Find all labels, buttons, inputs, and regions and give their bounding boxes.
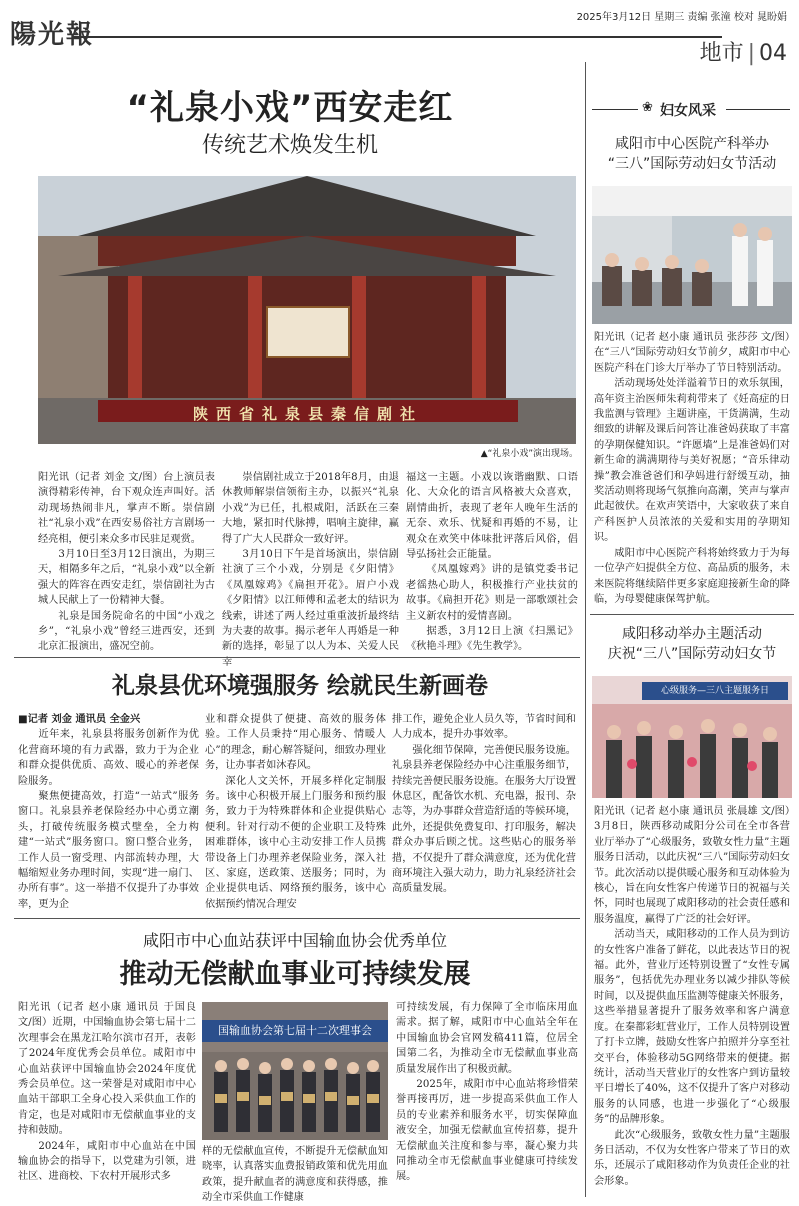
award-recipients-illustration bbox=[202, 1052, 388, 1140]
sidebar-b-title bbox=[592, 624, 792, 664]
sidebar-b-title-line2: 庆祝“三八”国际劳动妇女节 bbox=[607, 646, 777, 662]
main-photo-banner: 陕西省礼泉县秦信剧社 bbox=[192, 405, 423, 423]
masthead-info: 2025年3月12日 星期三 责编 张潼 校对 晁盼娟 bbox=[576, 12, 787, 23]
story2-top-rule bbox=[14, 657, 580, 658]
story2-col1-p3: 聚焦便捷高效，打造“一站式”服务窗口。礼泉县养老保险经办中心勇立潮头，打破传统服务模式壁垒，全力构建“一站式”服务窗口。窗口整合业务，工作人员一窗受理、内部流转办理，大幅缩短业务办理时间，实现“进一扇门、办所有事”。这一举措不仅提升了办事效率，更为企 bbox=[18, 791, 199, 910]
header-rule-left bbox=[592, 109, 638, 110]
story3-title: 推动无偿献血事业可持续发展 bbox=[119, 959, 471, 990]
main-col1-p3: 礼泉是国务院命名的中国“小戏之乡”，“礼泉小戏”曾经三进西安，还到北京汇报演出，盛况空前。 bbox=[38, 610, 215, 653]
header-rule-right bbox=[726, 109, 790, 110]
sidebar-b-p3: 此次“心级服务，致敬女性力量”主题服务日活动，不仅为女性客户带来了节日的欢乐，还展示了咸阳移动作为负责任企业的社会形象。 bbox=[594, 1129, 790, 1187]
main-story-photo bbox=[38, 176, 576, 444]
main-story-col3 bbox=[406, 470, 578, 655]
story2-col3-p2: 强化细节保障，完善便民服务设施。礼泉县养老保险经办中心注重服务细节，持续完善便民服务设施。在服务大厅设置休息区，配备饮水机、充电器，报刊、杂志等，为办事群众营造舒适的等候环境，此外，还提供免费复印、打印服务，解决群众办事后顾之忧。这些贴心的服务举措，不仅提升了群众满意度，还为优化营商环境注入强大动力，助力礼泉经济社会高质量发展。 bbox=[392, 744, 576, 895]
flower-icon: ❀ bbox=[642, 100, 653, 115]
main-story-title: “礼泉小戏”西安走红 bbox=[126, 88, 454, 128]
sidebar-a-title-line1: 咸阳市中心医院产科举办 bbox=[615, 136, 769, 152]
sidebar-a-p3: 咸阳市中心医院产科将始终致力于为每一位孕产妇提供全方位、高品质的服务，未来医院将继续陪伴更多家庭迎接新生命的降临，为母婴健康保驾护航。 bbox=[594, 547, 790, 605]
sidebar-b-photo bbox=[592, 676, 792, 798]
sidebar-b-photo-banner: 心级服务—三八主题服务日 bbox=[642, 682, 788, 700]
story3-photo bbox=[202, 1002, 388, 1140]
masthead-logo: 陽光報 bbox=[10, 20, 95, 50]
stage-sign bbox=[266, 306, 350, 358]
main-col3-p1: 福这一主题。小戏以诙谐幽默、口语化、大众化的语言风格被大众喜欢，剧情曲折，表现了老年人晚年生活的无奈、欢乐、忧疑和再婚的不易，让观众在欢笑中体味批评落后风俗，倡导弘扬社会正能量。 bbox=[406, 472, 578, 561]
story3-col1-p2: 2024年，咸阳市中心血站在中国输血协会的指导下，以党建为引领，进社区、进商校、下农村开展形式多 bbox=[18, 1140, 196, 1183]
sidebar-mid-rule bbox=[590, 614, 794, 615]
masthead-rule bbox=[72, 36, 722, 38]
sidebar-column-header bbox=[592, 100, 792, 120]
sidebar-a-title bbox=[592, 134, 792, 174]
sidebar-b-body bbox=[594, 804, 790, 1189]
main-col1-p1: 阳光讯（记者 刘金 文/图）台上演员表演得精彩传神，台下观众连声叫好。活动现场热闹非凡，掌声不断。崇信剧社“礼泉小戏”在西安易俗社方言剧场一经亮相，便引来众多市民驻足观赏。 bbox=[38, 472, 215, 545]
sidebar-a-title-line2: “三八”国际劳动妇女节活动 bbox=[607, 156, 777, 172]
main-col1-p2: 3月10日至3月12日演出，为期三天，相隔多年之后，“礼泉小戏”以全新强大的阵容在西安走红，崇信剧社为古城人民献上了一份精神大餐。 bbox=[38, 549, 215, 607]
story2-col1-p2: 近年来，礼泉县将服务创新作为优化营商环境的有力武器，致力于为企业和群众提供优质、高效、暖心的养老保险服务。 bbox=[18, 729, 199, 787]
story2-col1 bbox=[18, 712, 199, 912]
main-story-col1 bbox=[38, 470, 215, 655]
story3-top-rule bbox=[14, 918, 580, 919]
story3-col2 bbox=[202, 1144, 388, 1206]
main-col3-p2: 《凤凰嫁鸡》讲的是镇党委书记老徭热心助人，积极推行产业扶贫的故事。《扁担开花》则是一部歌颂社会主义新农村的爱情喜剧。 bbox=[406, 564, 578, 622]
story3-photo-banner: 国输血协会第七届十二次理事会 bbox=[202, 1020, 388, 1042]
story3-col1-p1: 阳光讯（记者 赵小康 通讯员 于国良 文/图）近期，中国输血协会第七届十二次理事会在黑龙江哈尔滨市召开，表彰了2024年度优秀会员单位。咸阳市中心血站获评中国输血协会2024年度优秀会员单位。这一荣誉是对咸阳市中心血站干部职工全身心投入采供血工作的肯定，也是对咸阳市无偿献血事业的支持和鼓励。 bbox=[18, 1002, 196, 1137]
main-col3-p3: 据悉，3月12日上演《扫黑记》《秋艳斗理》《先生教学》。 bbox=[406, 626, 578, 653]
page-number: 04 bbox=[759, 41, 787, 66]
main-col2-p1: 崇信剧社成立于2018年8月，由退休教师解崇信领衔主办，以振兴“礼泉小戏”为已任，扎根咸阳，活跃在三秦大地，紧扣时代脉搏，唱响主旋律，赢得了广大人民群众一致好评。 bbox=[222, 472, 399, 545]
story2-col3-p1: 排工作，避免企业人员久等，节省时间和人力成本，提升办事效率。 bbox=[392, 714, 576, 741]
mobile-store-illustration bbox=[592, 704, 792, 798]
story2-col2 bbox=[205, 712, 386, 912]
story3-kicker: 咸阳市中心血站获评中国输血协会优秀单位 bbox=[142, 931, 447, 950]
sidebar-b-p1: 阳光讯（记者 赵小康 通讯员 张晨雄 文/图）3月8日，陕西移动咸阳分公司在全市各营业厅举办了“心级服务，致敬女性力量”主题服务日活动，以此庆祝“三八”国际劳动妇女节。此次活动以提供暖心服务和互动体验为核心，旨在向女性客户传递节日的祝福与关怀，同时也展现了咸阳移动的社会责任感和服务温度，赢得了广泛的社会好评。 bbox=[594, 806, 790, 925]
sidebar-a-p2: 活动现场处处洋溢着节日的欢乐氛围，高年资主治医师朱莉莉带来了《妊高症的日我监测与管理》主题讲座，干货满满，生动细致的讲解及课后问答让准爸妈获取了丰富的孕期保健知识。“许愿墙”上是准爸妈们对新生命的满满期待与美好祝愿；“音乐律动操”教会准爸爸们和孕妈进行舒缓互动，抽奖活动则将现场气氛推向高潮，笑声与掌声此起彼伏。在欢声笑语中，大家收获了来自产科医护人员浓浓的关爱和实用的孕期知识。 bbox=[594, 378, 790, 544]
story2-title: 礼泉县优环境强服务 绘就民生新画卷 bbox=[111, 673, 488, 699]
story3-col1 bbox=[18, 1000, 196, 1185]
section-label bbox=[700, 36, 787, 67]
main-story-subtitle: 传统艺术焕发生机 bbox=[201, 133, 378, 158]
story2-byline: ■记者 刘金 通讯员 全金兴 bbox=[18, 713, 141, 725]
story2-col2-p1: 业和群众提供了便捷、高效的服务体验。工作人员秉持“用心服务、情暖人心”的理念，耐心解答疑问，细致办理业务，让办事者如沐春风。 bbox=[205, 714, 386, 772]
story2-col2-p2: 深化人文关怀，开展多样化定制服务。该中心积极开展上门服务和预约服务，致力于为特殊群体和企业提供贴心便利。针对行动不便的企业职工及特殊困难群体，该中心主动安排工作人员携带设备上门办理养老保险业务，深入社区、家庭，送政策、送服务；同时，为企业提供电话、网络预约服务，该中心依据预约情况合理安 bbox=[205, 775, 386, 910]
story3-col3 bbox=[396, 1000, 578, 1185]
sidebar-divider bbox=[585, 62, 586, 1197]
section-name: 地市 bbox=[699, 41, 744, 66]
sidebar-column-name: 妇女风采 bbox=[660, 103, 716, 119]
hospital-lobby-illustration bbox=[592, 186, 792, 324]
section-divider: | bbox=[747, 41, 755, 66]
sidebar-a-p1: 阳光讯（记者 赵小康 通讯员 张莎莎 文/图）在“三八”国际劳动妇女节前夕，咸阳市中心医院产科在门诊大厅举办了节日特别活动。 bbox=[594, 332, 790, 374]
sidebar-a-body bbox=[594, 330, 790, 607]
story3-col3-p2: 2025年，咸阳市中心血站将珍惜荣誉再接再厉，进一步提高采供血工作人员的专业素养和服务水平，切实保障血液安全，加强无偿献血宣传招募，提升无偿献血关注度和参与率，凝心聚力共同推动全市无偿献血事业健康可持续发展。 bbox=[396, 1079, 578, 1183]
sidebar-b-title-line1: 咸阳移动举办主题活动 bbox=[622, 626, 762, 642]
story3-col3-p1: 可持续发展，有力保障了全市临床用血需求。据了解，咸阳市中心血站全年在中国输血协会官网发稿411篇，位居全国第二名，为推动全市无偿献血事业高质量发展作出了积极贡献。 bbox=[396, 1002, 578, 1075]
sidebar-b-p2: 活动当天，咸阳移动的工作人员为到访的女性客户准备了鲜花，以此表达节日的祝福。此外，营业厅还特别设置了“女性专属服务”，包括优先办理业务以减少排队等候时间，以及提供血压监测等健康关怀服务，这些举措显著提升了服务效率和客户满意度。在秦都彩虹营业厅，工作人员特别设置了打卡立牌，鼓励女性客户拍照并分享至社交平台，体验移动5G网络带来的便捷。据统计，活动当天营业厅的女性客户到访量较平日增长了40%，这不仅提升了客户对移动服务的认同感，也进一步强化了“心级服务”的品牌形象。 bbox=[594, 929, 790, 1126]
main-story-col2 bbox=[222, 470, 399, 670]
sidebar-a-photo bbox=[592, 186, 792, 324]
main-photo-caption: ▲“礼泉小戏”演出现场。 bbox=[480, 449, 578, 459]
story3-col2-p1: 样的无偿献血宣传，不断提升无偿献血知晓率，认真落实血费报销政策和优先用血政策，提升献血者的满意度和获得感，推动全市采供血工作健康 bbox=[202, 1146, 388, 1204]
main-col2-p2: 3月10日下午是首场演出，崇信剧社演了三个小戏，分别是《夕阳情》《凤凰嫁鸡》《扁担开花》。眉户小戏《夕阳情》以江师傅和孟老太的结识为线索，讲述了两人经过重重波折最终结为夫妻的故事。揭示老年人再婚是一种新的选择，彰显了以人为本、关爱人民幸 bbox=[222, 549, 399, 668]
story2-col3 bbox=[392, 712, 576, 897]
